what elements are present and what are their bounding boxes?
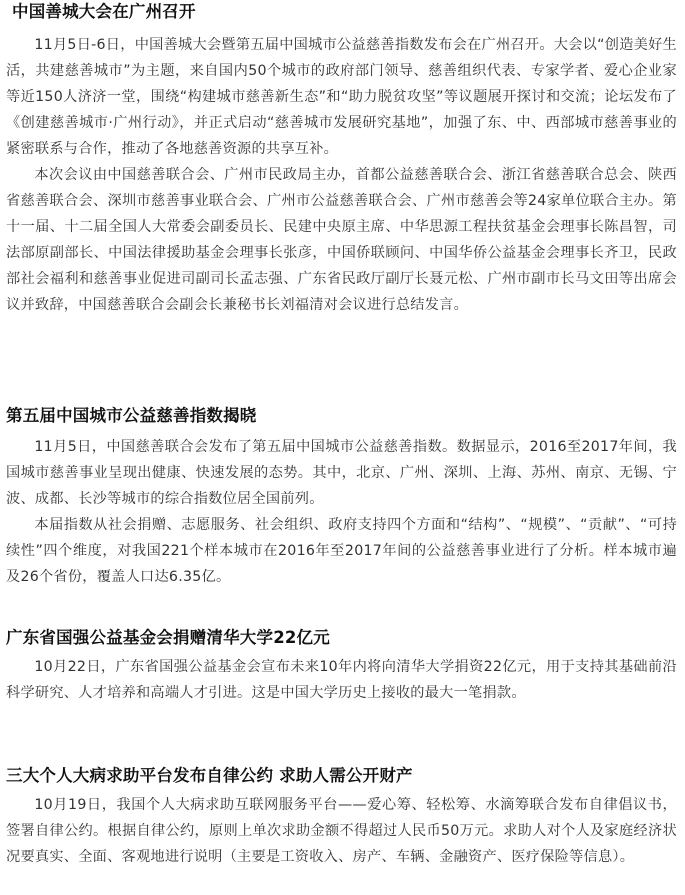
news-section-shancheng-conference xyxy=(6,2,677,318)
news-section-charity-index xyxy=(6,406,677,590)
paragraph: 本届指数从社会捐赠、志愿服务、社会组织、政府支持四个方面和“结构”、“规模”、“贡献”、“可持续性”四个维度，对我国221个样本城市在2016年至2017年间的公益慈善事业进行了分析。样本城市遍及26个省份，覆盖人口达6.35亿。 xyxy=(6,517,677,585)
section-headline: 广东省国强公益基金会捐赠清华大学22亿元 xyxy=(6,628,330,647)
section-body xyxy=(6,792,677,870)
section-headline: 三大个人大病求助平台发布自律公约 求助人需公开财产 xyxy=(6,766,413,785)
news-section-guoqiang-donation xyxy=(6,628,677,706)
section-body xyxy=(6,434,677,590)
section-headline: 中国善城大会在广州召开 xyxy=(12,2,196,21)
section-headline: 第五届中国城市公益慈善指数揭晓 xyxy=(6,406,257,425)
paragraph: 10月22日，广东省国强公益基金会宣布未来10年内将向清华大学捐资22亿元，用于支持其基础前沿科学研究、人才培养和高端人才引进。这是中国大学历史上接收的最大一笔捐款。 xyxy=(6,659,677,701)
paragraph: 本次会议由中国慈善联合会、广州市民政局主办，首都公益慈善联合会、浙江省慈善联合总会、陕西省慈善联合会、深圳市慈善事业联合会、广州市公益慈善联合会、广州市慈善会等24家单位联合主办。第十一届、十二届全国人大常委会副委员长、民建中央原主席、中华思源工程扶贫基金会理事长陈昌智，司法部原副部长、中国法律援助基金会理事长张彦，中国侨联顾问、中国华侨公益基金会理事长齐卫，民政部社会福利和慈善事业促进司副司长孟志强、广东省民政厅副厅长聂元松、广州市副市长马文田等出席会议并致辞，中国慈善联合会副会长兼秘书长刘福清对会议进行总结发言。 xyxy=(6,167,677,313)
section-body xyxy=(6,654,677,706)
section-body xyxy=(6,32,677,318)
paragraph: 11月5日，中国慈善联合会发布了第五届中国城市公益慈善指数。数据显示，2016至2017年间，我国城市慈善事业呈现出健康、快速发展的态势。其中，北京、广州、深圳、上海、苏州、南京、无锡、宁波、成都、长沙等城市的综合指数位居全国前列。 xyxy=(6,439,677,507)
paragraph: 11月5日-6日，中国善城大会暨第五届中国城市公益慈善指数发布会在广州召开。大会以“创造美好生活，共建慈善城市”为主题，来自国内50个城市的政府部门领导、慈善组织代表、专家学者、爱心企业家等近150人济济一堂，围绕“构建城市慈善新生态”和“助力脱贫攻坚”等议题展开探讨和交流；论坛发布了《创建慈善城市·广州行动》，并正式启动“慈善城市发展研究基地”，加强了东、中、西部城市慈善事业的紧密联系与合作，推动了各地慈善资源的共享互补。 xyxy=(6,37,677,157)
paragraph: 10月19日，我国个人大病求助互联网服务平台——爱心筹、轻松筹、水滴筹联合发布自律倡议书，签署自律公约。根据自律公约，原则上单次求助金额不得超过人民币50万元。求助人对个人及家庭经济状况要真实、全面、客观地进行说明（主要是工资收入、房产、车辆、金融资产、医疗保险等信息）。 xyxy=(6,797,677,865)
news-section-crowdfunding-pact xyxy=(6,766,677,870)
